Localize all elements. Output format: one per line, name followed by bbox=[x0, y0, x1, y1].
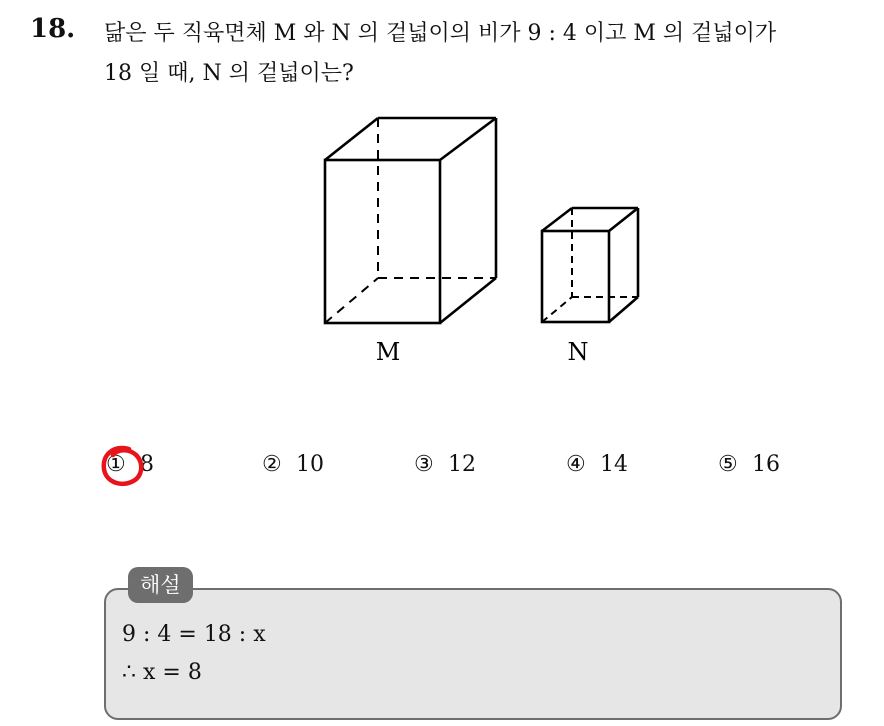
cuboid-n bbox=[542, 208, 638, 322]
choice-1-value: 8 bbox=[140, 452, 154, 477]
choice-3[interactable] bbox=[414, 452, 476, 477]
choice-5-mark: ⑤ bbox=[718, 452, 738, 477]
choice-2-value: 10 bbox=[296, 452, 324, 477]
choice-3-mark: ③ bbox=[414, 452, 434, 477]
solution-line-2: ∴ x = 8 bbox=[122, 660, 202, 685]
choice-2[interactable] bbox=[262, 452, 324, 477]
choice-4-mark: ④ bbox=[566, 452, 586, 477]
choice-3-value: 12 bbox=[448, 452, 476, 477]
solution-tag: 해설 bbox=[128, 567, 193, 603]
label-n: N bbox=[567, 338, 589, 366]
choice-5[interactable] bbox=[718, 452, 780, 477]
label-m: M bbox=[375, 338, 401, 366]
choice-4[interactable] bbox=[566, 452, 628, 477]
choice-4-value: 14 bbox=[600, 452, 628, 477]
choice-1-mark: ① bbox=[106, 452, 126, 477]
question-text-line-1: 닮은 두 직육면체 M 와 N 의 겉넓이의 비가 9 : 4 이고 M 의 겉넓이가 bbox=[104, 21, 777, 46]
choice-5-value: 16 bbox=[752, 452, 780, 477]
solution-box bbox=[104, 588, 842, 720]
choice-2-mark: ② bbox=[262, 452, 282, 477]
solution-line-1: 9 : 4 = 18 : x bbox=[122, 622, 266, 647]
answer-circle-icon bbox=[99, 443, 149, 491]
question-text-line-2: 18 일 때, N 의 겉넓이는? bbox=[104, 61, 354, 86]
question-number: 18. bbox=[30, 14, 76, 44]
cuboid-m bbox=[325, 118, 496, 323]
